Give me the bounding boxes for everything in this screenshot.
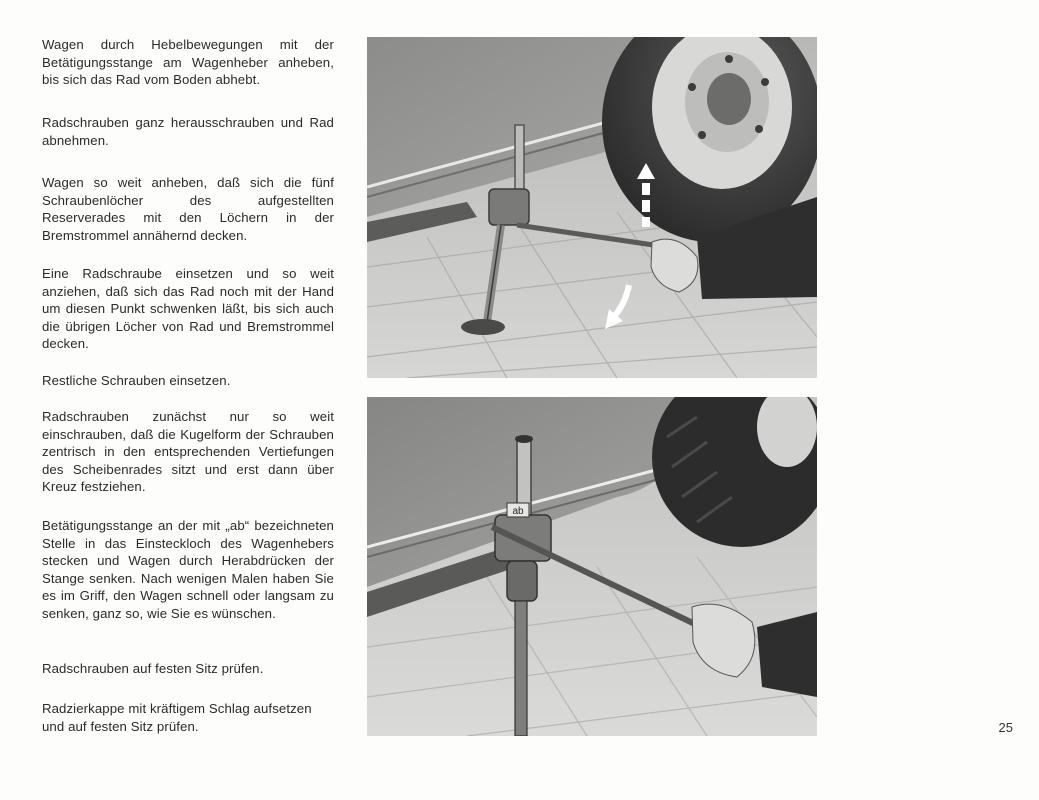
photo-jack-lifting-illustration bbox=[367, 37, 817, 378]
paragraph-raise-car: Wagen durch Hebelbewegungen mit der Betätigungsstange am Wagenheber anheben, bis sich das Rad vom Boden abhebt. bbox=[42, 37, 334, 88]
page-number: 25 bbox=[998, 720, 1013, 735]
paragraph-first-bolt: Eine Radschraube einsetzen und so weit anziehen, daß sich das Rad noch mit der Hand um diesen Punkt schwenken läßt, bis sich auch die übrigen Löcher von Rad und Bremstrommel decken. bbox=[42, 266, 334, 352]
photo-jack-lowering-illustration bbox=[367, 397, 817, 736]
paragraph-align-holes: Wagen so weit anheben, daß sich die fünf Schraubenlöcher des aufgestellten Reserverades mit den Löchern in der Bremstrommel annähernd decken. bbox=[42, 175, 334, 243]
paragraph-lower-car: Betätigungsstange an der mit „ab“ bezeichneten Stelle in das Einsteckloch des Wagenhebers stecken und Wagen durch Herabdrücken der Stange senken. Nach wenigen Malen haben Sie es im Griff, den Wagen schnell oder langsam zu senken, ganz so, wie Sie es wünschen. bbox=[42, 518, 334, 621]
photo-jack-lowering bbox=[367, 397, 817, 736]
paragraph-tighten-bolts: Radschrauben zunächst nur so weit einschrauben, daß die Kugelform der Schrauben zentrisch in den entsprechenden Vertiefungen des Scheibenrades sitzt und erst dann über Kreuz festziehen. bbox=[42, 409, 334, 495]
paragraph-hubcap: Radzierkappe mit kräftigem Schlag aufsetzen und auf festen Sitz prüfen. bbox=[42, 701, 312, 734]
jack-label-ab: ab bbox=[512, 506, 524, 517]
photo-jack-lifting bbox=[367, 37, 817, 378]
paragraph-remove-wheel: Radschrauben ganz herausschrauben und Rad abnehmen. bbox=[42, 115, 334, 148]
paragraph-remaining-bolts: Restliche Schrauben einsetzen. bbox=[42, 373, 231, 388]
paragraph-check-bolts: Radschrauben auf festen Sitz prüfen. bbox=[42, 661, 264, 676]
